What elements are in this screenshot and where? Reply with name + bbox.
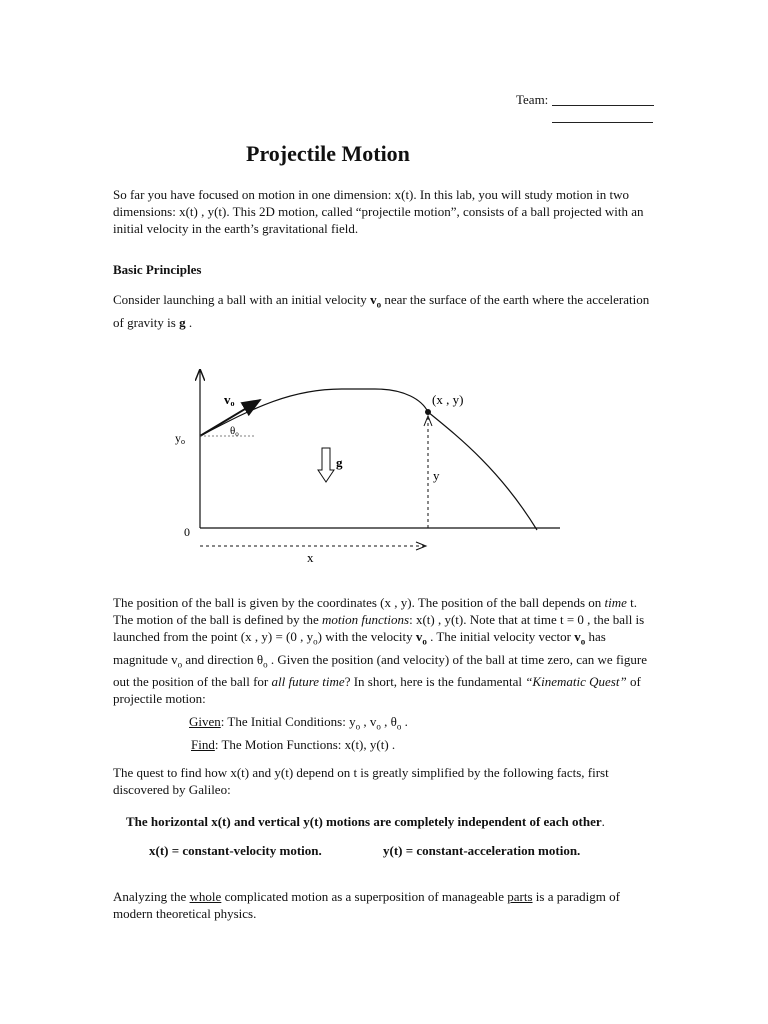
y0-label: yo	[175, 431, 185, 446]
position-paragraph: The position of the ball is given by the coordinates (x , y). The position of the ball depends on time t. The motion of the ball is defined by the motion functions: x(t) , y(t). Note that at time t = 0 , the ball is launched from the point (x , y) = (0 , $y_o$) with the velocity $v_o$ . The initial velocity vector $v_o$ has magnitude $v_o$ and direction $\theta_o$ . Given the position (and velocity) of the ball at time zero, can we figure out the position of the ball for all future time? In short, here is the fundamental “Kinematic Quest” of projectile motion:	[113, 595, 647, 707]
team-label: Team:	[516, 92, 549, 107]
projectile-diagram	[160, 360, 640, 570]
find-line: Find: The Motion Functions: x(t), y(t) .	[191, 736, 396, 752]
x-label: x	[307, 550, 314, 565]
motion-y-statement: y(t) = constant-acceleration motion.	[383, 843, 581, 858]
given-find-block	[189, 713, 408, 754]
v0-label: vo	[224, 392, 235, 408]
gravity-arrow	[318, 448, 334, 482]
g-label: g	[336, 455, 343, 470]
closing-paragraph: Analyzing the whole complicated motion as a superposition of manageable parts is a paradigm of modern theoretical physics.	[113, 889, 620, 921]
point-label: (x , y)	[432, 392, 464, 407]
quest-paragraph: The quest to find how x(t) and y(t) depend on t is greatly simplified by the following facts, first discovered by Galileo:	[113, 765, 609, 797]
team-blank-line-2[interactable]	[552, 110, 653, 123]
team-field	[516, 92, 654, 108]
independence-statement: The horizontal x(t) and vertical y(t) motions are completely independent of each other.	[126, 814, 605, 829]
given-line: Given: The Initial Conditions: $y_o$ , $v_o$ , $\theta_o$ .	[189, 714, 408, 732]
trajectory-curve	[200, 389, 537, 530]
theta0-label: θo	[230, 425, 239, 438]
origin-label: 0	[184, 525, 190, 539]
ball-point	[425, 409, 431, 415]
y-label: y	[433, 468, 440, 483]
motion-x-statement: x(t) = constant-velocity motion.	[149, 843, 322, 858]
team-blank-line-1[interactable]	[552, 93, 654, 106]
page-title: Projectile Motion	[246, 141, 410, 166]
intro-paragraph: So far you have focused on motion in one dimension: x(t). In this lab, you will study motion in two dimensions: x(t) , y(t). This 2D motion, called “projectile motion”, consists of a ball projected with an initial velocity in the earth’s gravitational field.	[113, 187, 644, 236]
principles-paragraph: Consider launching a ball with an initial velocity $v_o$ near the surface of the earth where the acceleration of gravity is g .	[113, 292, 650, 330]
section-heading: Basic Principles	[113, 262, 202, 277]
